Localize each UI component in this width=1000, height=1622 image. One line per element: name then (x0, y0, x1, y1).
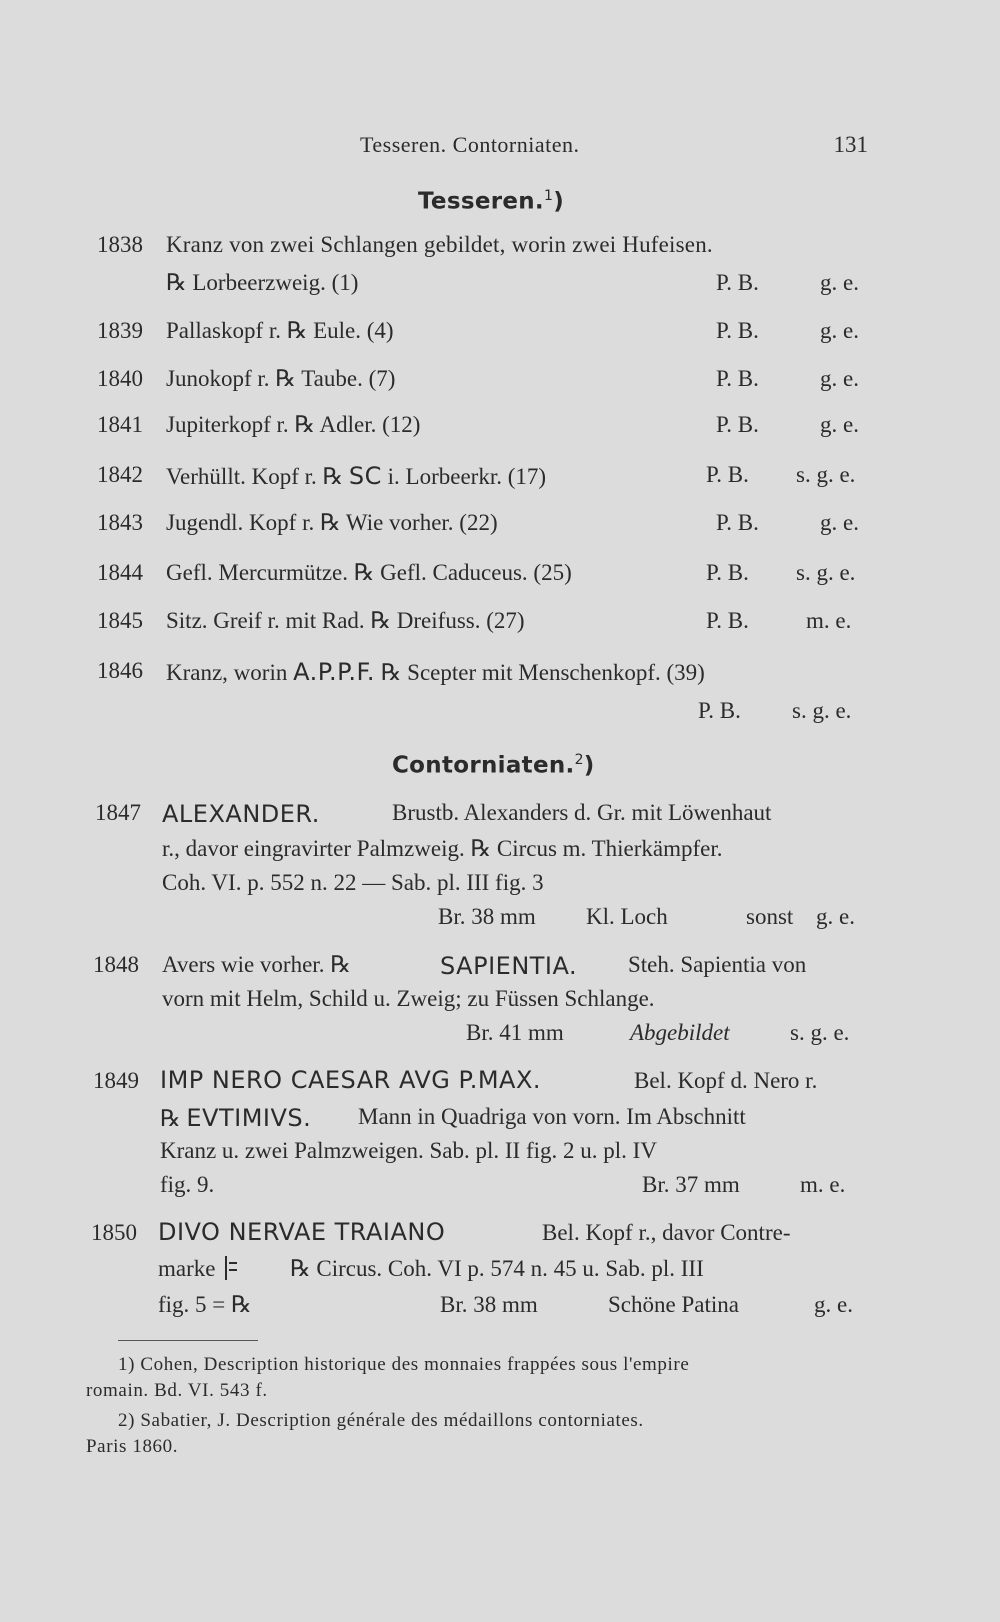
entry-text-part: Verhüllt. Kopf r. ℞ (166, 464, 344, 489)
footnote-ref: 1 (543, 188, 554, 204)
entry-material: P. B. (698, 698, 741, 723)
entry-number: 1848 (93, 952, 139, 977)
entry-text: Jupiterkopf r. ℞ Adler. (12) (166, 412, 421, 437)
entry-grade: g. e. (820, 412, 859, 437)
entry-grade: g. e. (820, 318, 859, 343)
legend-caps-text: IMP NERO CAESAR AVG P.MAX. (160, 1066, 542, 1094)
entry-number: 1849 (93, 1068, 139, 1093)
entry-note: sonst (746, 904, 794, 929)
entry-number: 1842 (97, 462, 143, 487)
entry-number: 1839 (97, 318, 143, 343)
entry-text: Avers wie vorher. ℞ (162, 952, 351, 977)
entry-text: Jugendl. Kopf r. ℞ Wie vorher. (22) (166, 510, 498, 535)
footnote-rule (118, 1340, 258, 1341)
entry-text: Coh. VI. p. 552 n. 22 — Sab. pl. III fig. 3 (162, 870, 544, 895)
section-title-contorniaten: Contorniaten.$^2$) (392, 752, 595, 779)
entry-text: Steh. Sapientia von (628, 952, 807, 977)
entry-number: 1844 (97, 560, 143, 585)
section-title-text: Contorniaten. (392, 752, 575, 779)
entry-material: Br. 38 mm (438, 904, 536, 929)
entry-text: Sitz. Greif r. mit Rad. ℞ Dreifuss. (27) (166, 608, 525, 633)
entry-text-part: ℞ (160, 1106, 181, 1131)
entry-material: P. B. (706, 608, 749, 633)
entry-grade: g. e. (816, 904, 855, 929)
entry-text: Gefl. Mercurmütze. ℞ Gefl. Caduceus. (25) (166, 560, 572, 585)
entry-text: fig. 5 = ℞ (158, 1292, 252, 1317)
entry-grade: m. e. (800, 1172, 846, 1197)
footnote-ref: 2 (574, 752, 584, 768)
entry-text: Kranz u. zwei Palmzweigen. Sab. pl. II fig. 2 u. pl. IV (160, 1138, 657, 1163)
entry-material: P. B. (706, 560, 749, 585)
entry-text: fig. 9. (160, 1172, 215, 1197)
entry-note: Abgebildet (630, 1020, 730, 1045)
entry-text (166, 462, 546, 490)
footnote-line: 2) Sabatier, J. Description générale des médaillons contorniates. (118, 1410, 644, 1431)
entry-grade: g. e. (820, 366, 859, 391)
entry-text: ℞ Circus. Coh. VI p. 574 n. 45 u. Sab. pl. III (290, 1256, 704, 1281)
entry-number: 1840 (97, 366, 143, 391)
entry-grade: s. g. e. (796, 462, 856, 487)
legend-caps: SC (348, 462, 382, 490)
entry-note: Schöne Patina (608, 1292, 739, 1317)
page-number: 131 (833, 132, 868, 157)
entry-number: 1846 (97, 658, 143, 683)
entry-number: 1841 (97, 412, 143, 437)
entry-material: Br. 41 mm (466, 1020, 564, 1045)
entry-text-part: ℞ Scepter mit Menschenkopf. (39) (380, 660, 705, 685)
legend-caps (440, 952, 577, 980)
entry-text: Pallaskopf r. ℞ Eule. (4) (166, 318, 394, 343)
entry-material: P. B. (716, 510, 759, 535)
entry-text: Brustb. Alexanders d. Gr. mit Löwenhaut (392, 800, 772, 825)
entry-material: P. B. (716, 270, 759, 295)
legend-caps-text: SAPIENTIA. (440, 952, 578, 980)
entry-number: 1838 (97, 232, 143, 257)
entry-text: vorn mit Helm, Schild u. Zweig; zu Füssen Schlange. (162, 986, 655, 1011)
entry-grade: g. e. (820, 510, 859, 535)
entry-grade: s. g. e. (790, 1020, 850, 1045)
entry-text (166, 658, 705, 686)
legend-caps (160, 1066, 541, 1094)
footnote-line: Paris 1860. (86, 1436, 179, 1457)
entry-material: P. B. (716, 366, 759, 391)
section-title-text: Tesseren. (418, 188, 544, 215)
entry-material: Br. 37 mm (642, 1172, 740, 1197)
entry-text: Bel. Kopf r., davor Contre- (542, 1220, 791, 1245)
entry-material: P. B. (716, 318, 759, 343)
entry-text: Junokopf r. ℞ Taube. (7) (166, 366, 396, 391)
entry-number: 1845 (97, 608, 143, 633)
legend-caps-text: ALEXANDER. (162, 800, 320, 828)
entry-grade: s. g. e. (796, 560, 856, 585)
entry-grade: s. g. e. (792, 698, 852, 723)
section-title-tesseren: Tesseren.$^1$) (418, 188, 564, 215)
entry-number: 1843 (97, 510, 143, 535)
entry-text: ℞ Lorbeerzweig. (1) (166, 270, 359, 295)
entry-material: Br. 38 mm (440, 1292, 538, 1317)
countermark-icon (225, 1256, 237, 1280)
footnote (86, 1352, 866, 1404)
entry-text: Mann in Quadriga von vorn. Im Abschnitt (358, 1104, 746, 1129)
entry-note: Kl. Loch (586, 904, 668, 929)
entry-text-part: i. Lorbeerkr. (17) (387, 464, 547, 489)
entry-text (160, 1104, 311, 1132)
entry-text: r., davor eingravirter Palmzweig. ℞ Circus m. Thierkämpfer. (162, 836, 723, 861)
entry-text-part: Kranz, worin (166, 660, 288, 685)
entry-grade: g. e. (814, 1292, 853, 1317)
entry-text: Kranz von zwei Schlangen gebildet, worin zwei Hufeisen. (166, 232, 713, 257)
legend-caps: A.P.P.F. (293, 658, 376, 686)
entry-number: 1850 (91, 1220, 137, 1245)
legend-caps (162, 800, 320, 828)
entry-text (158, 1256, 241, 1282)
entry-material: P. B. (706, 462, 749, 487)
running-head: Tesseren. Contorniaten. (360, 132, 580, 157)
legend-caps-text: EVTIMIVS. (186, 1104, 312, 1132)
entry-text: Bel. Kopf d. Nero r. (634, 1068, 818, 1093)
entry-material: P. B. (716, 412, 759, 437)
entry-grade: m. e. (806, 608, 852, 633)
legend-caps (158, 1218, 445, 1246)
footnote (86, 1408, 866, 1460)
entry-grade: g. e. (820, 270, 859, 295)
entry-text-part: marke (158, 1256, 216, 1281)
footnote-line: romain. Bd. VI. 543 f. (86, 1380, 268, 1401)
legend-caps-text: DIVO NERVAE TRAIANO (158, 1218, 446, 1246)
footnote-line: 1) Cohen, Description historique des monnaies frappées sous l'empire (118, 1354, 690, 1375)
entry-number: 1847 (95, 800, 141, 825)
